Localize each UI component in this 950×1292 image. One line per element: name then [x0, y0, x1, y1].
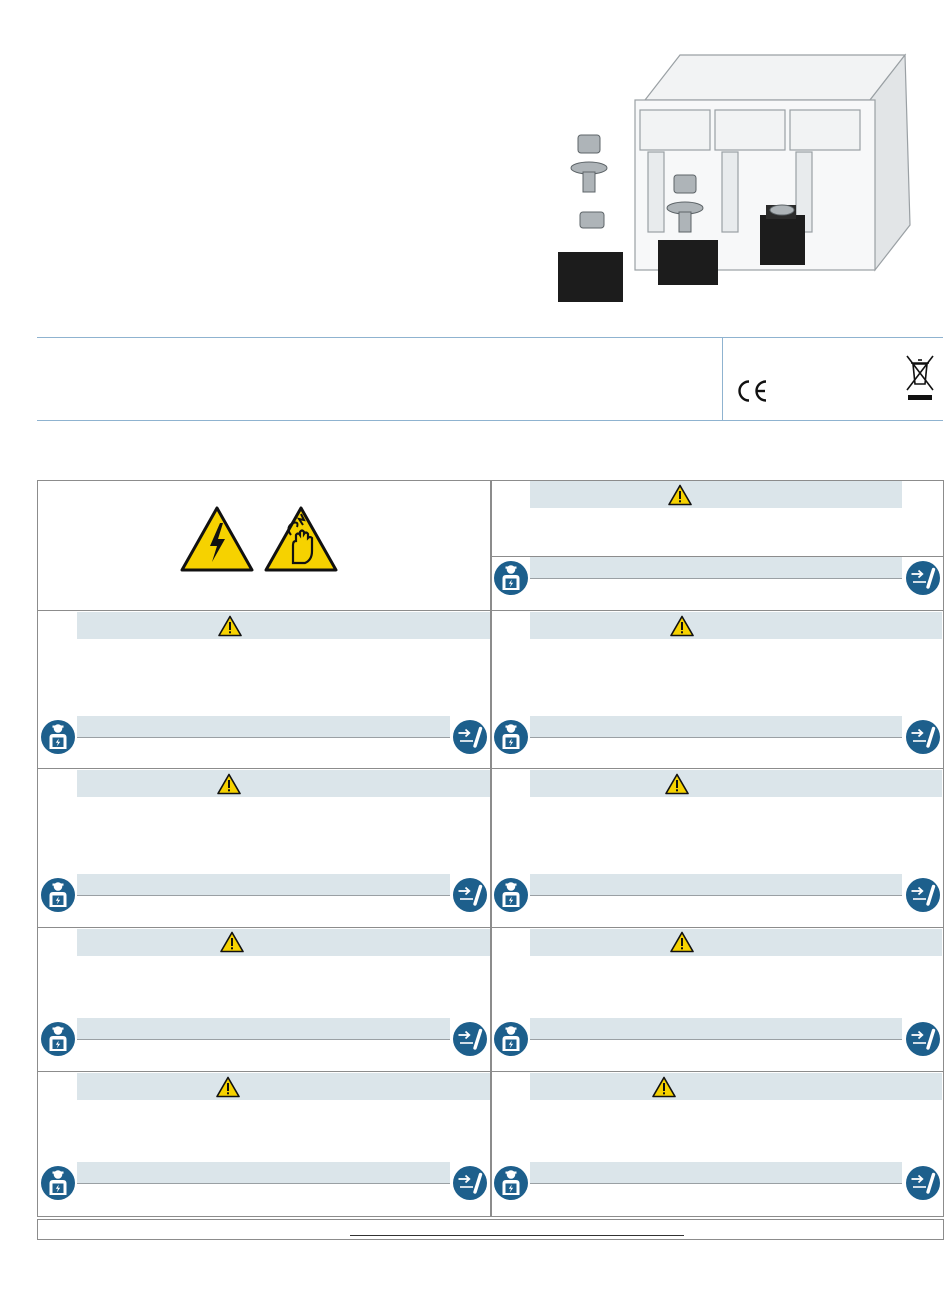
warning-band-right-1 [530, 612, 942, 639]
instruction-band-right-1 [530, 716, 902, 737]
warning-band-left-1 [77, 612, 490, 639]
qualified-electrician-icon [493, 719, 529, 755]
instruction-rule [77, 895, 450, 896]
divider-row-3 [38, 927, 943, 928]
instruction-rule [530, 895, 902, 896]
warning-triangle-icon [217, 773, 241, 795]
instruction-band-left-1 [77, 716, 450, 737]
warning-triangle-icon [652, 1076, 676, 1098]
warning-triangle-icon [665, 773, 689, 795]
qualified-electrician-icon [493, 1165, 529, 1201]
instruction-band-left-3 [77, 1018, 450, 1039]
divider-row-4 [38, 1071, 943, 1072]
warning-band-right-2 [530, 770, 942, 797]
read-instructions-icon [905, 877, 941, 913]
divider-row-1 [38, 610, 943, 611]
instruction-band-right-3 [530, 1018, 902, 1039]
high-voltage-icon [179, 505, 255, 573]
warning-triangle-icon [670, 615, 694, 637]
warning-band-right-4 [530, 1073, 942, 1100]
instruction-rule [530, 1039, 902, 1040]
instruction-rule [530, 737, 902, 738]
qualified-electrician-icon [493, 1021, 529, 1057]
warning-triangle-icon [670, 931, 694, 953]
qualified-electrician-icon [493, 560, 529, 596]
instruction-rule [77, 1039, 450, 1040]
header-rule-top [37, 337, 943, 338]
instruction-band-right-0 [530, 557, 902, 578]
warning-triangle-icon [220, 931, 244, 953]
qualified-electrician-icon [493, 877, 529, 913]
footer-underline [350, 1235, 684, 1236]
instruction-rule [77, 737, 450, 738]
read-instructions-icon [452, 877, 488, 913]
qualified-electrician-icon [40, 877, 76, 913]
read-instructions-icon [905, 1021, 941, 1057]
warning-band-left-2 [77, 770, 490, 797]
warning-band-right-3 [530, 929, 942, 956]
warning-band-right-0 [530, 481, 902, 508]
ce-mark-icon [734, 378, 770, 404]
read-instructions-icon [452, 719, 488, 755]
read-instructions-icon [905, 719, 941, 755]
instruction-rule [530, 578, 902, 579]
warning-triangle-icon [218, 615, 242, 637]
divider-row-2 [38, 768, 943, 769]
warning-triangle-icon [668, 484, 692, 506]
instruction-rule [77, 1183, 450, 1184]
instruction-band-left-2 [77, 874, 450, 895]
instruction-band-right-4 [530, 1162, 902, 1183]
warning-triangle-icon [216, 1076, 240, 1098]
safety-panel-left [37, 480, 492, 1217]
instruction-band-left-4 [77, 1162, 450, 1183]
electric-shock-hand-icon [263, 505, 339, 573]
warning-band-left-3 [77, 929, 490, 956]
instruction-rule [530, 1183, 902, 1184]
instruction-band-right-2 [530, 874, 902, 895]
warning-band-left-4 [77, 1073, 490, 1100]
read-instructions-icon [452, 1165, 488, 1201]
read-instructions-icon [905, 1165, 941, 1201]
marks-divider [722, 338, 723, 420]
qualified-electrician-icon [40, 1165, 76, 1201]
header-rule-bottom [37, 420, 943, 421]
read-instructions-icon [452, 1021, 488, 1057]
read-instructions-icon [905, 560, 941, 596]
qualified-electrician-icon [40, 719, 76, 755]
qualified-electrician-icon [40, 1021, 76, 1057]
footer-strip [37, 1219, 944, 1240]
product-illustration [550, 40, 950, 320]
weee-crossed-bin-icon [905, 354, 935, 404]
safety-panel-right [490, 480, 944, 1217]
